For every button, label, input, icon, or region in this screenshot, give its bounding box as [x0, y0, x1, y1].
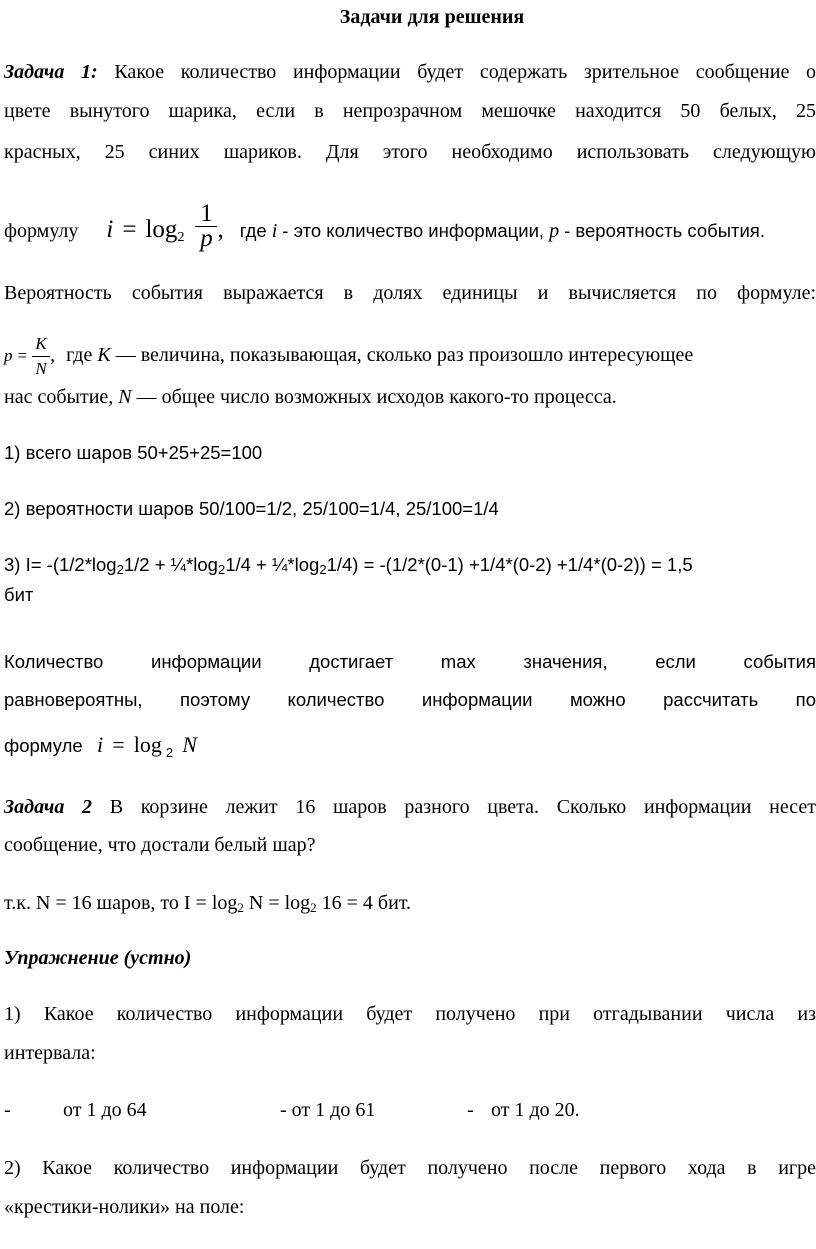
step-3-unit: бит [4, 584, 34, 605]
task1-formula-line: формулу $i = \log_2$ $\frac{1}{p}$ , где i - это количество информации, p - вероятность события. [4, 200, 765, 252]
range-dash-1: - [4, 1099, 11, 1121]
range-2: - от 1 до 61 [280, 1099, 376, 1121]
probability-fraction: $\frac{K}{N}$ [32, 332, 50, 381]
max-info-line2: равновероятны, поэтому количество информации можно рассчитать по [4, 689, 816, 710]
task2-label: Задача 2 [4, 796, 93, 818]
task1-line3: красных, 25 синих шариков. Для этого необходимо использовать следующую [4, 141, 816, 163]
probability-line1: Вероятность события выражается в долях единицы и вычисляется по формуле: [4, 282, 816, 304]
max-info-line1: Количество информации достигает max значения, если события [4, 651, 816, 672]
probability-line2: p = $\frac{K}{N}$ , где K — величина, показывающая, сколько раз произошло интересующее [4, 332, 816, 381]
exercise-q1-line1: 1) Какое количество информации будет получено при отгадывании числа из [4, 1003, 816, 1025]
step-3: 3) $I= -(1/2*\log_21/2$ + $\frac{1}{4}*\log_21/4$ + $\frac{1}{4}*\log_21/4) = -(1/2*(0-1) +1/4*(0-2) +1/4*(0-2)) = 1,5$ [4, 554, 693, 577]
task1-line1: Задача 1: Какое количество информации будет содержать зрительное сообщение о [4, 61, 816, 83]
range-3: от 1 до 20. [491, 1099, 580, 1121]
exercise-title: Упражнение (устно) [4, 947, 192, 969]
task2-line2: сообщение, что достали белый шар? [4, 834, 316, 856]
exercise-q2-line2: «крестики-нолики» на поле: [4, 1196, 245, 1218]
probability-line3: нас событие, N — общее число возможных исходов какого-то процесса. [4, 386, 617, 408]
task1-fraction: $\frac{1}{p}$ [195, 202, 217, 251]
exercise-q2-line1: 2) Какое количество информации будет получено после первого хода в игре [4, 1157, 816, 1179]
range-dash-3: - [467, 1099, 474, 1121]
task1-line2: цвете вынутого шарика, если в непрозрачном мешочке находится 50 белых, 25 [4, 100, 816, 122]
step-2: 2) вероятности шаров 50/100=1/2, 25/100=1/4, 25/100=1/4 [4, 498, 499, 519]
page-title: Задачи для решения [339, 6, 525, 28]
max-info-formula-line: формуле i = log $_2$ N [4, 732, 197, 760]
range-1: от 1 до 64 [63, 1099, 147, 1121]
task2-line1: Задача 2 В корзине лежит 16 шаров разного цвета. Сколько информации несет [4, 796, 816, 818]
task1-label: Задача 1: [4, 61, 98, 83]
exercise-q1-line2: интервала: [4, 1042, 96, 1064]
exercise-ranges [4, 1098, 816, 1122]
task2-answer: т.к. N = 16 шаров, то $I = \log_2 N = \log_2 16 = 4$ бит. [4, 892, 412, 915]
step-1: 1) всего шаров 50+25+25=100 [4, 442, 263, 463]
